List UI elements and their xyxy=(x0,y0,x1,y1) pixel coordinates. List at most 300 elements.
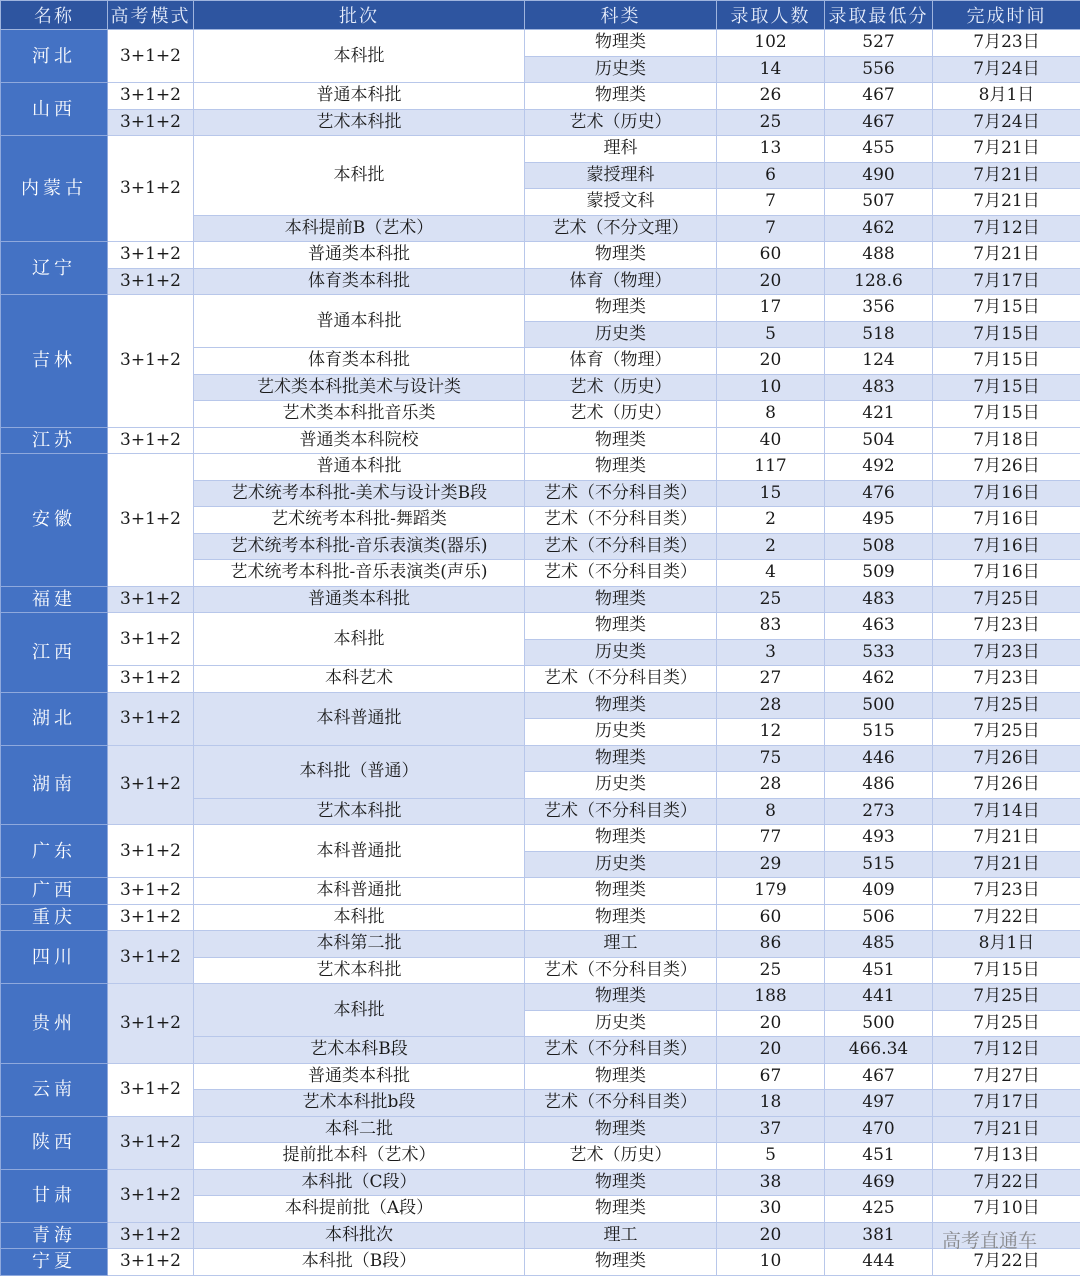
mode-cell: 3+1+2 xyxy=(108,268,194,295)
subject-cell: 历史类 xyxy=(525,56,717,83)
subject-cell: 历史类 xyxy=(525,321,717,348)
count-cell: 25 xyxy=(717,109,825,136)
count-cell: 26 xyxy=(717,83,825,110)
date-cell: 7月15日 xyxy=(933,957,1080,984)
min-score-cell: 455 xyxy=(825,136,933,163)
mode-cell: 3+1+2 xyxy=(108,904,194,931)
count-cell: 117 xyxy=(717,454,825,481)
province-cell: 江苏 xyxy=(1,427,108,454)
count-cell: 20 xyxy=(717,348,825,375)
province-cell: 陕西 xyxy=(1,1116,108,1169)
min-score-cell: 421 xyxy=(825,401,933,428)
mode-cell: 3+1+2 xyxy=(108,136,194,242)
mode-cell: 3+1+2 xyxy=(108,1249,194,1276)
date-cell: 7月13日 xyxy=(933,1143,1080,1170)
table-row xyxy=(1,427,1080,454)
date-cell: 7月12日 xyxy=(933,1037,1080,1064)
date-cell: 7月26日 xyxy=(933,772,1080,799)
min-score-cell: 467 xyxy=(825,109,933,136)
province-cell: 广西 xyxy=(1,878,108,905)
batch-cell: 本科提前B（艺术） xyxy=(194,215,525,242)
min-score-cell: 483 xyxy=(825,374,933,401)
min-score-cell: 518 xyxy=(825,321,933,348)
date-cell: 7月23日 xyxy=(933,878,1080,905)
subject-cell: 理科 xyxy=(525,136,717,163)
province-cell: 湖南 xyxy=(1,745,108,825)
mode-cell: 3+1+2 xyxy=(108,30,194,83)
date-cell: 7月27日 xyxy=(933,1063,1080,1090)
count-cell: 12 xyxy=(717,719,825,746)
mode-cell: 3+1+2 xyxy=(108,931,194,984)
min-score-cell: 500 xyxy=(825,1010,933,1037)
subject-cell: 艺术（不分科目类） xyxy=(525,666,717,693)
count-cell: 6 xyxy=(717,162,825,189)
subject-cell: 历史类 xyxy=(525,851,717,878)
subject-cell: 艺术（不分科目类） xyxy=(525,957,717,984)
province-cell: 山西 xyxy=(1,83,108,136)
count-cell: 18 xyxy=(717,1090,825,1117)
count-cell: 75 xyxy=(717,745,825,772)
mode-cell: 3+1+2 xyxy=(108,666,194,693)
count-cell: 20 xyxy=(717,268,825,295)
mode-cell: 3+1+2 xyxy=(108,295,194,428)
subject-cell: 艺术（不分科目类） xyxy=(525,533,717,560)
table-row xyxy=(1,1169,1080,1196)
min-score-cell: 506 xyxy=(825,904,933,931)
subject-cell: 物理类 xyxy=(525,878,717,905)
batch-cell: 艺术本科B段 xyxy=(194,1037,525,1064)
min-score-cell: 509 xyxy=(825,560,933,587)
subject-cell: 物理类 xyxy=(525,427,717,454)
batch-cell: 提前批本科（艺术） xyxy=(194,1143,525,1170)
subject-cell: 体育（物理） xyxy=(525,348,717,375)
count-cell: 4 xyxy=(717,560,825,587)
date-cell: 8月1日 xyxy=(933,931,1080,958)
province-cell: 贵州 xyxy=(1,984,108,1064)
date-cell: 7月12日 xyxy=(933,215,1080,242)
subject-cell: 体育（物理） xyxy=(525,268,717,295)
date-cell: 7月25日 xyxy=(933,719,1080,746)
subject-cell: 蒙授文科 xyxy=(525,189,717,216)
header-row xyxy=(1,1,1080,30)
mode-cell: 3+1+2 xyxy=(108,1063,194,1116)
min-score-cell: 493 xyxy=(825,825,933,852)
count-cell: 38 xyxy=(717,1169,825,1196)
count-cell: 10 xyxy=(717,1249,825,1276)
table-row xyxy=(1,454,1080,481)
date-cell: 7月21日 xyxy=(933,189,1080,216)
batch-cell: 本科批（普通） xyxy=(194,745,525,798)
table-row xyxy=(1,1249,1080,1276)
min-score-cell: 492 xyxy=(825,454,933,481)
count-cell: 60 xyxy=(717,904,825,931)
date-cell: 7月15日 xyxy=(933,348,1080,375)
table-row xyxy=(1,242,1080,269)
count-cell: 60 xyxy=(717,242,825,269)
subject-cell: 艺术（不分科目类） xyxy=(525,1090,717,1117)
min-score-cell: 381 xyxy=(825,1222,933,1249)
mode-cell: 3+1+2 xyxy=(108,586,194,613)
count-cell: 5 xyxy=(717,321,825,348)
count-cell: 67 xyxy=(717,1063,825,1090)
min-score-cell: 451 xyxy=(825,957,933,984)
min-score-cell: 467 xyxy=(825,83,933,110)
date-cell: 7月16日 xyxy=(933,560,1080,587)
date-cell: 7月25日 xyxy=(933,692,1080,719)
batch-cell: 本科批次 xyxy=(194,1222,525,1249)
batch-cell: 本科批 xyxy=(194,136,525,216)
table-row xyxy=(1,30,1080,57)
province-cell: 辽宁 xyxy=(1,242,108,295)
subject-cell: 历史类 xyxy=(525,639,717,666)
min-score-cell: 463 xyxy=(825,613,933,640)
subject-cell: 物理类 xyxy=(525,904,717,931)
mode-cell: 3+1+2 xyxy=(108,613,194,666)
date-cell: 7月25日 xyxy=(933,984,1080,1011)
subject-cell: 蒙授理科 xyxy=(525,162,717,189)
min-score-cell: 466.34 xyxy=(825,1037,933,1064)
header-subject: 科类 xyxy=(525,1,717,30)
subject-cell: 艺术（历史） xyxy=(525,374,717,401)
min-score-cell: 488 xyxy=(825,242,933,269)
date-cell: 7月22日 xyxy=(933,1249,1080,1276)
subject-cell: 物理类 xyxy=(525,1196,717,1223)
subject-cell: 物理类 xyxy=(525,745,717,772)
subject-cell: 物理类 xyxy=(525,1249,717,1276)
min-score-cell: 446 xyxy=(825,745,933,772)
batch-cell: 普通类本科批 xyxy=(194,1063,525,1090)
min-score-cell: 441 xyxy=(825,984,933,1011)
date-cell: 7月21日 xyxy=(933,136,1080,163)
subject-cell: 理工 xyxy=(525,931,717,958)
table-row xyxy=(1,1116,1080,1143)
province-cell: 内蒙古 xyxy=(1,136,108,242)
mode-cell: 3+1+2 xyxy=(108,242,194,269)
table-row xyxy=(1,83,1080,110)
batch-cell: 本科普通批 xyxy=(194,878,525,905)
mode-cell: 3+1+2 xyxy=(108,1116,194,1169)
count-cell: 188 xyxy=(717,984,825,1011)
date-cell: 7月21日 xyxy=(933,1116,1080,1143)
count-cell: 20 xyxy=(717,1037,825,1064)
date-cell xyxy=(933,1222,1080,1249)
date-cell: 7月10日 xyxy=(933,1196,1080,1223)
count-cell: 179 xyxy=(717,878,825,905)
mode-cell: 3+1+2 xyxy=(108,692,194,745)
count-cell: 13 xyxy=(717,136,825,163)
date-cell: 7月16日 xyxy=(933,533,1080,560)
count-cell: 17 xyxy=(717,295,825,322)
subject-cell: 物理类 xyxy=(525,30,717,57)
province-cell: 重庆 xyxy=(1,904,108,931)
count-cell: 7 xyxy=(717,215,825,242)
watermark-text: 高考直通车 xyxy=(942,1230,1038,1252)
count-cell: 25 xyxy=(717,957,825,984)
batch-cell: 普通类本科批 xyxy=(194,242,525,269)
min-score-cell: 556 xyxy=(825,56,933,83)
count-cell: 29 xyxy=(717,851,825,878)
date-cell: 7月15日 xyxy=(933,401,1080,428)
header-batch: 批次 xyxy=(194,1,525,30)
date-cell: 7月26日 xyxy=(933,745,1080,772)
count-cell: 37 xyxy=(717,1116,825,1143)
batch-cell: 普通类本科批 xyxy=(194,586,525,613)
min-score-cell: 444 xyxy=(825,1249,933,1276)
province-cell: 河北 xyxy=(1,30,108,83)
subject-cell: 物理类 xyxy=(525,295,717,322)
subject-cell: 物理类 xyxy=(525,984,717,1011)
min-score-cell: 508 xyxy=(825,533,933,560)
subject-cell: 物理类 xyxy=(525,825,717,852)
batch-cell: 本科批 xyxy=(194,613,525,666)
count-cell: 25 xyxy=(717,586,825,613)
count-cell: 28 xyxy=(717,772,825,799)
batch-cell: 本科批 xyxy=(194,984,525,1037)
date-cell: 7月25日 xyxy=(933,586,1080,613)
count-cell: 77 xyxy=(717,825,825,852)
count-cell: 86 xyxy=(717,931,825,958)
count-cell: 20 xyxy=(717,1222,825,1249)
batch-cell: 体育类本科批 xyxy=(194,348,525,375)
count-cell: 8 xyxy=(717,798,825,825)
subject-cell: 物理类 xyxy=(525,692,717,719)
mode-cell: 3+1+2 xyxy=(108,984,194,1064)
date-cell: 7月21日 xyxy=(933,825,1080,852)
min-score-cell: 504 xyxy=(825,427,933,454)
date-cell: 7月21日 xyxy=(933,242,1080,269)
province-cell: 云南 xyxy=(1,1063,108,1116)
min-score-cell: 425 xyxy=(825,1196,933,1223)
table-row xyxy=(1,692,1080,719)
table-row xyxy=(1,931,1080,958)
count-cell: 3 xyxy=(717,639,825,666)
date-cell: 7月23日 xyxy=(933,613,1080,640)
min-score-cell: 515 xyxy=(825,851,933,878)
min-score-cell: 273 xyxy=(825,798,933,825)
min-score-cell: 495 xyxy=(825,507,933,534)
header-min-score: 录取最低分 xyxy=(825,1,933,30)
count-cell: 2 xyxy=(717,533,825,560)
batch-cell: 普通本科批 xyxy=(194,83,525,110)
count-cell: 14 xyxy=(717,56,825,83)
subject-cell: 艺术（不分科目类） xyxy=(525,1037,717,1064)
mode-cell: 3+1+2 xyxy=(108,109,194,136)
table-row xyxy=(1,984,1080,1011)
subject-cell: 艺术（不分科目类） xyxy=(525,560,717,587)
date-cell: 7月22日 xyxy=(933,904,1080,931)
count-cell: 8 xyxy=(717,401,825,428)
date-cell: 7月17日 xyxy=(933,268,1080,295)
subject-cell: 物理类 xyxy=(525,242,717,269)
batch-cell: 艺术统考本科批-美术与设计类B段 xyxy=(194,480,525,507)
province-cell: 宁夏 xyxy=(1,1249,108,1276)
table-row xyxy=(1,295,1080,322)
date-cell: 7月23日 xyxy=(933,666,1080,693)
batch-cell: 艺术统考本科批-音乐表演类(器乐) xyxy=(194,533,525,560)
mode-cell: 3+1+2 xyxy=(108,825,194,878)
date-cell: 7月18日 xyxy=(933,427,1080,454)
date-cell: 7月25日 xyxy=(933,1010,1080,1037)
batch-cell: 本科批 xyxy=(194,904,525,931)
subject-cell: 历史类 xyxy=(525,1010,717,1037)
date-cell: 7月14日 xyxy=(933,798,1080,825)
batch-cell: 本科批（B段） xyxy=(194,1249,525,1276)
subject-cell: 物理类 xyxy=(525,1116,717,1143)
province-cell: 甘肃 xyxy=(1,1169,108,1222)
batch-cell: 艺术本科批 xyxy=(194,798,525,825)
subject-cell: 艺术（不分科目类） xyxy=(525,507,717,534)
batch-cell: 本科第二批 xyxy=(194,931,525,958)
subject-cell: 艺术（不分科目类） xyxy=(525,798,717,825)
mode-cell: 3+1+2 xyxy=(108,427,194,454)
batch-cell: 艺术本科批b段 xyxy=(194,1090,525,1117)
min-score-cell: 469 xyxy=(825,1169,933,1196)
min-score-cell: 515 xyxy=(825,719,933,746)
batch-cell: 艺术本科批 xyxy=(194,109,525,136)
batch-cell: 艺术类本科批美术与设计类 xyxy=(194,374,525,401)
subject-cell: 艺术（不分文理） xyxy=(525,215,717,242)
count-cell: 5 xyxy=(717,1143,825,1170)
date-cell: 7月22日 xyxy=(933,1169,1080,1196)
batch-cell: 本科普通批 xyxy=(194,825,525,878)
mode-cell: 3+1+2 xyxy=(108,878,194,905)
min-score-cell: 497 xyxy=(825,1090,933,1117)
date-cell: 7月17日 xyxy=(933,1090,1080,1117)
min-score-cell: 476 xyxy=(825,480,933,507)
mode-cell: 3+1+2 xyxy=(108,1222,194,1249)
mode-cell: 3+1+2 xyxy=(108,745,194,825)
header-province: 名称 xyxy=(1,1,108,30)
subject-cell: 物理类 xyxy=(525,613,717,640)
date-cell: 7月15日 xyxy=(933,374,1080,401)
date-cell: 7月24日 xyxy=(933,109,1080,136)
batch-cell: 普通本科批 xyxy=(194,295,525,348)
table-row xyxy=(1,1063,1080,1090)
batch-cell: 艺术类本科批音乐类 xyxy=(194,401,525,428)
table-row xyxy=(1,586,1080,613)
table-row xyxy=(1,904,1080,931)
batch-cell: 普通本科批 xyxy=(194,454,525,481)
date-cell: 8月1日 xyxy=(933,83,1080,110)
batch-cell: 艺术统考本科批-舞蹈类 xyxy=(194,507,525,534)
province-cell: 湖北 xyxy=(1,692,108,745)
count-cell: 7 xyxy=(717,189,825,216)
subject-cell: 艺术（历史） xyxy=(525,109,717,136)
subject-cell: 物理类 xyxy=(525,454,717,481)
table-row xyxy=(1,268,1080,295)
table-row xyxy=(1,825,1080,852)
date-cell: 7月23日 xyxy=(933,639,1080,666)
batch-cell: 本科提前批（A段） xyxy=(194,1196,525,1223)
province-cell: 江西 xyxy=(1,613,108,693)
table-row xyxy=(1,136,1080,163)
batch-cell: 体育类本科批 xyxy=(194,268,525,295)
batch-cell: 艺术本科批 xyxy=(194,957,525,984)
count-cell: 15 xyxy=(717,480,825,507)
table-row xyxy=(1,109,1080,136)
date-cell: 7月15日 xyxy=(933,295,1080,322)
min-score-cell: 507 xyxy=(825,189,933,216)
batch-cell: 普通类本科院校 xyxy=(194,427,525,454)
min-score-cell: 485 xyxy=(825,931,933,958)
subject-cell: 艺术（不分科目类） xyxy=(525,480,717,507)
batch-cell: 本科批 xyxy=(194,30,525,83)
count-cell: 83 xyxy=(717,613,825,640)
table-row xyxy=(1,745,1080,772)
date-cell: 7月16日 xyxy=(933,480,1080,507)
min-score-cell: 451 xyxy=(825,1143,933,1170)
subject-cell: 历史类 xyxy=(525,772,717,799)
min-score-cell: 483 xyxy=(825,586,933,613)
min-score-cell: 500 xyxy=(825,692,933,719)
province-cell: 四川 xyxy=(1,931,108,984)
count-cell: 30 xyxy=(717,1196,825,1223)
province-cell: 青海 xyxy=(1,1222,108,1249)
min-score-cell: 462 xyxy=(825,666,933,693)
count-cell: 10 xyxy=(717,374,825,401)
mode-cell: 3+1+2 xyxy=(108,83,194,110)
min-score-cell: 462 xyxy=(825,215,933,242)
province-cell: 福建 xyxy=(1,586,108,613)
min-score-cell: 470 xyxy=(825,1116,933,1143)
date-cell: 7月21日 xyxy=(933,162,1080,189)
date-cell: 7月24日 xyxy=(933,56,1080,83)
date-cell: 7月15日 xyxy=(933,321,1080,348)
subject-cell: 艺术（历史） xyxy=(525,1143,717,1170)
date-cell: 7月16日 xyxy=(933,507,1080,534)
province-cell: 吉林 xyxy=(1,295,108,428)
province-cell: 广东 xyxy=(1,825,108,878)
table-row xyxy=(1,878,1080,905)
table-row xyxy=(1,613,1080,640)
table-row xyxy=(1,666,1080,693)
count-cell: 40 xyxy=(717,427,825,454)
min-score-cell: 533 xyxy=(825,639,933,666)
subject-cell: 物理类 xyxy=(525,586,717,613)
table-row xyxy=(1,1222,1080,1249)
min-score-cell: 527 xyxy=(825,30,933,57)
min-score-cell: 490 xyxy=(825,162,933,189)
subject-cell: 物理类 xyxy=(525,1063,717,1090)
header-mode: 高考模式 xyxy=(108,1,194,30)
min-score-cell: 486 xyxy=(825,772,933,799)
count-cell: 20 xyxy=(717,1010,825,1037)
count-cell: 27 xyxy=(717,666,825,693)
batch-cell: 本科批（C段） xyxy=(194,1169,525,1196)
date-cell: 7月21日 xyxy=(933,851,1080,878)
date-cell: 7月26日 xyxy=(933,454,1080,481)
batch-cell: 艺术统考本科批-音乐表演类(声乐) xyxy=(194,560,525,587)
subject-cell: 物理类 xyxy=(525,83,717,110)
subject-cell: 艺术（历史） xyxy=(525,401,717,428)
batch-cell: 本科普通批 xyxy=(194,692,525,745)
min-score-cell: 409 xyxy=(825,878,933,905)
count-cell: 28 xyxy=(717,692,825,719)
batch-cell: 本科艺术 xyxy=(194,666,525,693)
mode-cell: 3+1+2 xyxy=(108,1169,194,1222)
date-cell: 7月23日 xyxy=(933,30,1080,57)
header-date: 完成时间 xyxy=(933,1,1080,30)
subject-cell: 历史类 xyxy=(525,719,717,746)
mode-cell: 3+1+2 xyxy=(108,454,194,587)
min-score-cell: 124 xyxy=(825,348,933,375)
batch-cell: 本科二批 xyxy=(194,1116,525,1143)
province-cell: 安徽 xyxy=(1,454,108,587)
min-score-cell: 356 xyxy=(825,295,933,322)
header-count: 录取人数 xyxy=(717,1,825,30)
subject-cell: 物理类 xyxy=(525,1169,717,1196)
min-score-cell: 467 xyxy=(825,1063,933,1090)
